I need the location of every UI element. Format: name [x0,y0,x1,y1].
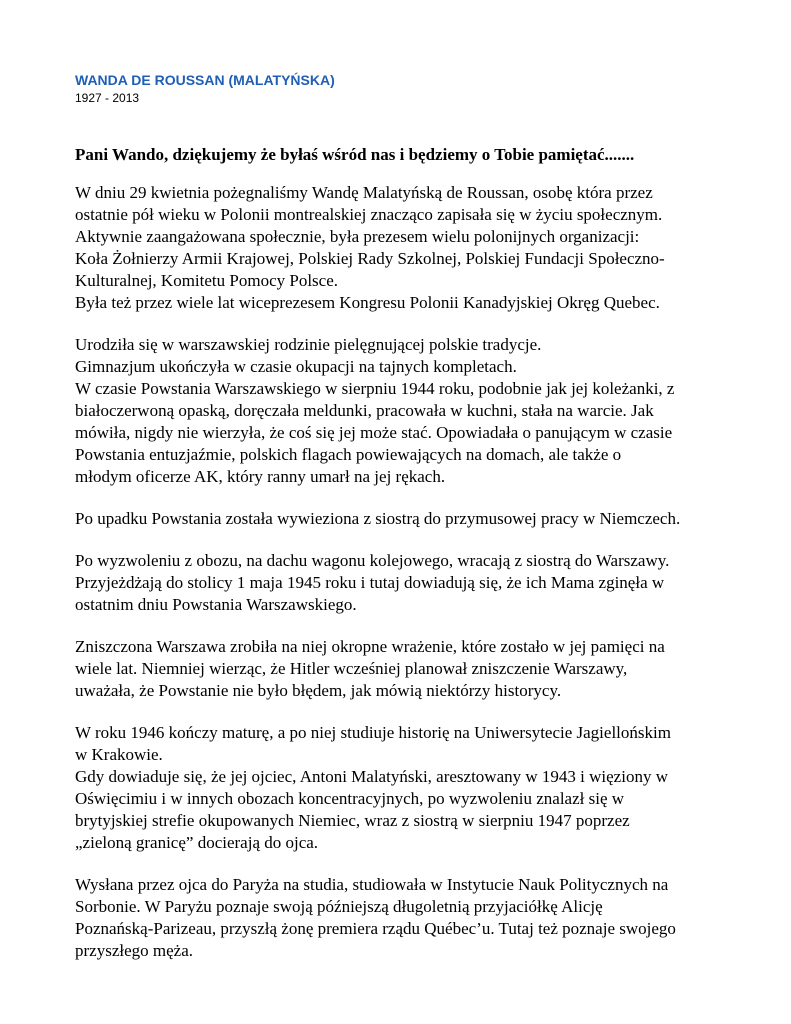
text-line: Aktywnie zaangażowana społecznie, była prezesem wielu polonijnych organizacji: [75,227,640,246]
text-line: Oświęcimiu i w innych obozach koncentracyjnych, po wyzwoleniu znalazł się w [75,789,625,808]
text-line: Koła Żołnierzy Armii Krajowej, Polskiej Rady Szkolnej, Polskiej Fundacji Społeczno- [75,249,665,268]
text-line: W roku 1946 kończy maturę, a po niej studiuje historię na Uniwersytecie Jagiellońskim [75,723,671,742]
headline: Pani Wando, dziękujemy że byłaś wśród nas i będziemy o Tobie pamiętać....... [75,145,635,164]
text-line: W czasie Powstania Warszawskiego w sierpniu 1944 roku, podobnie jak jej koleżanki, z [75,379,675,398]
text-line: W dniu 29 kwietnia pożegnaliśmy Wandę Malatyńską de Roussan, osobę która przez [75,183,653,202]
text-line: Gdy dowiaduje się, że jej ojciec, Antoni Malatyński, aresztowany w 1943 i więziony w [75,767,668,786]
text-line: przyszłego męża. [75,941,193,960]
text-line: Przyjeżdżają do stolicy 1 maja 1945 roku i tutaj dowiadują się, że ich Mama zginęła w [75,573,665,592]
document-title: WANDA DE ROUSSAN (MALATYŃSKA) [75,72,335,88]
text-line: Wysłana przez ojca do Paryża na studia, studiowała w Instytucie Nauk Politycznych na [75,875,669,894]
text-line: Kulturalnej, Komitetu Pomocy Polsce. [75,271,338,290]
text-line: Po upadku Powstania została wywieziona z siostrą do przymusowej pracy w Niemczech. [75,509,681,528]
text-line: ostatnie pół wieku w Polonii montrealskiej znacząco zapisała się w życiu społecznym. [75,205,663,224]
text-line: uważała, że Powstanie nie było błędem, jak mówią niektórzy historycy. [75,681,562,700]
life-years: 1927 - 2013 [75,91,140,105]
text-line: mówiła, nigdy nie wierzyła, że coś się jej może stać. Opowiadała o panującym w czasie [75,423,673,442]
text-line: ostatnim dniu Powstania Warszawskiego. [75,595,357,614]
text-line: młodym oficerze AK, który ranny umarł na jej rękach. [75,467,446,486]
text-line: wiele lat. Niemniej wierząc, że Hitler wcześniej planował zniszczenie Warszawy, [75,659,628,678]
text-line: Urodziła się w warszawskiej rodzinie pielęgnującej polskie tradycje. [75,335,542,354]
text-line: Zniszczona Warszawa zrobiła na niej okropne wrażenie, które zostało w jej pamięci na [75,637,665,656]
text-line: brytyjskiej strefie okupowanych Niemiec, wraz z siostrą w sierpniu 1947 poprzez [75,811,630,830]
text-line: Powstania entuzjaźmie, polskich flagach powiewających na domach, ale także o [75,445,622,464]
text-line: w Krakowie. [75,745,163,764]
text-line: Gimnazjum ukończyła w czasie okupacji na tajnych kompletach. [75,357,517,376]
text-line: Poznańską-Parizeau, przyszłą żonę premiera rządu Québec’u. Tutaj też poznaje swojego [75,919,676,938]
text-line: Sorbonie. W Paryżu poznaje swoją późniejszą długoletnią przyjaciółkę Alicję [75,897,603,916]
text-line: białoczerwoną opaską, doręczała meldunki, pracowała w kuchni, stała na warcie. Jak [75,401,654,420]
text-line: Po wyzwoleniu z obozu, na dachu wagonu kolejowego, wracają z siostrą do Warszawy. [75,551,670,570]
text-line: „zieloną granicę” docierają do ojca. [75,833,319,852]
text-line: Była też przez wiele lat wiceprezesem Kongresu Polonii Kanadyjskiej Okręg Quebec. [75,293,660,312]
